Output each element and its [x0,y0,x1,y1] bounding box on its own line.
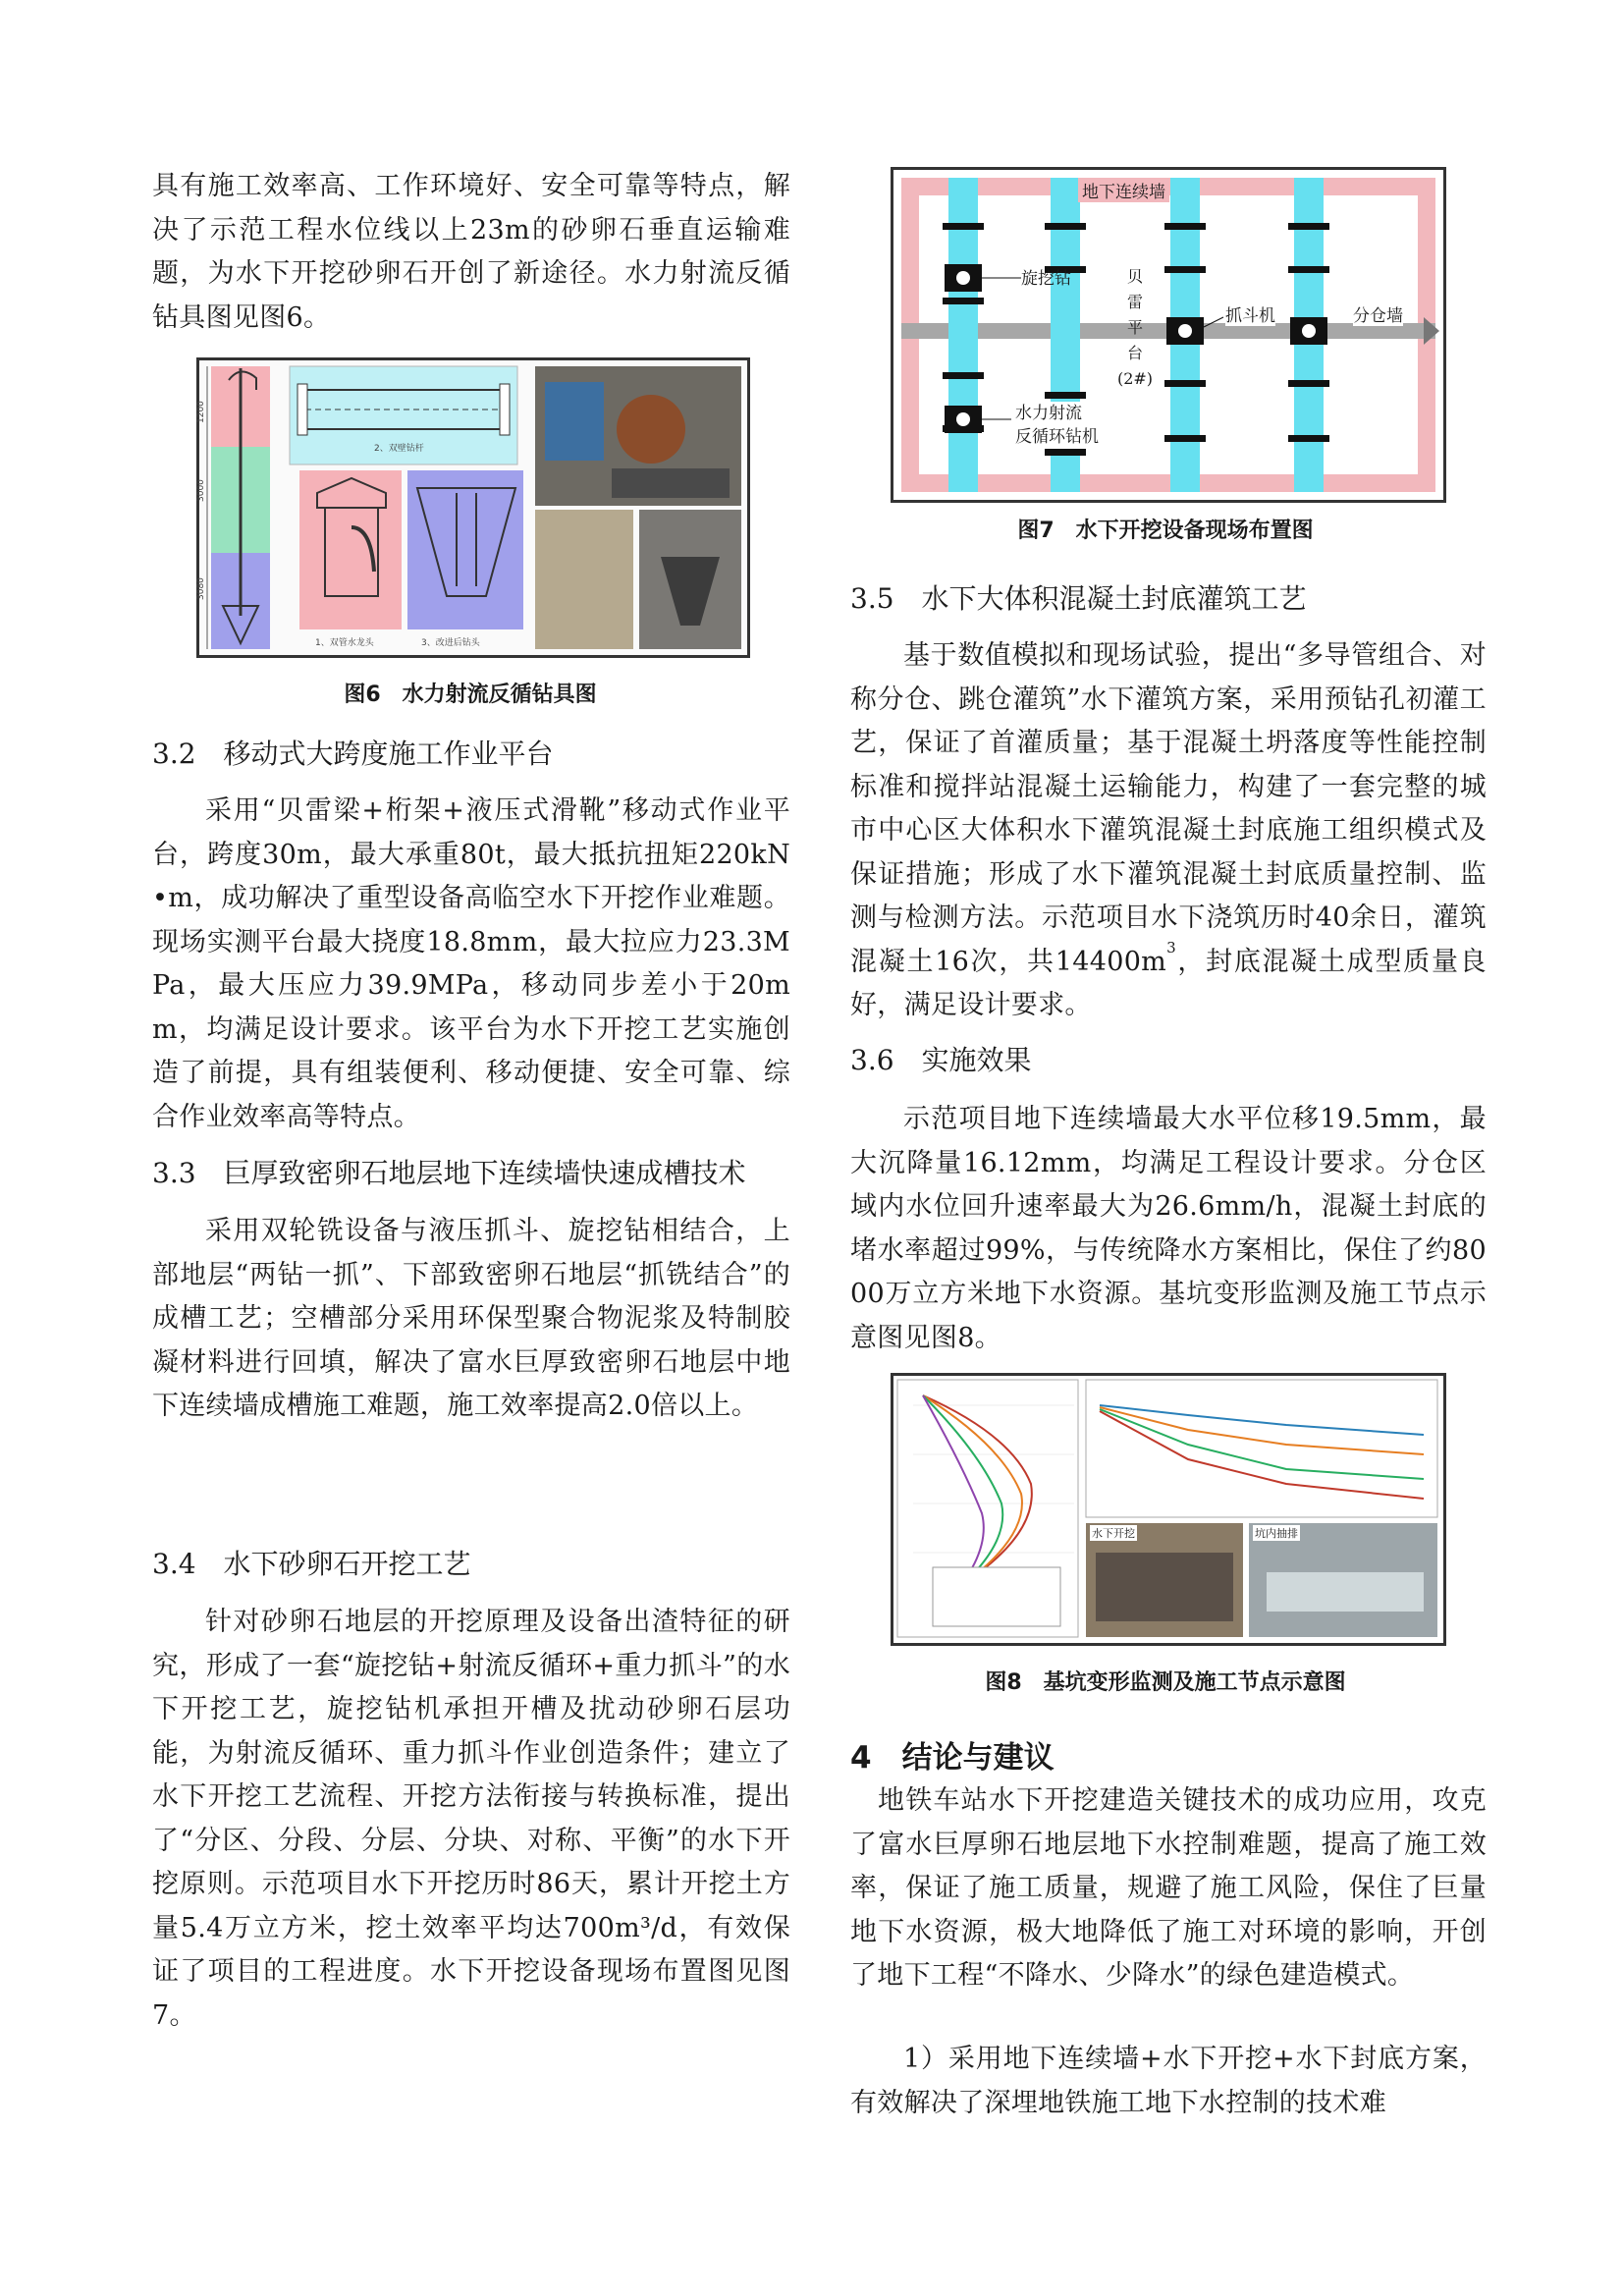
fig7-jet-label: 水力射流 反循环钻机 [1015,404,1099,447]
fig8-photo2-label: 坑内抽排 [1255,1527,1298,1540]
section-3-3-title: 3.3 巨厚致密卵石地层地下连续墙快速成槽技术 [152,1157,746,1189]
figure-8 [891,1373,1446,1646]
section-3-5-title: 3.5 水下大体积混凝土封底灌筑工艺 [850,582,1307,615]
figure-6-drawing [196,360,747,655]
fig7-grab-label: 抓斗机 [1225,301,1275,326]
svg-text:1200: 1200 [196,401,206,423]
fig7-bailey-label: 贝 雷 平 台 (2#) [1116,267,1154,388]
fig7-rotary-label: 旋挖钻 [1021,269,1071,289]
section-3-3-body: 采用双轮铣设备与液压抓斗、旋挖钻相结合，上部地层“两钻一抓”、下部致密卵石地层“抓铣结合”的成槽工艺；空槽部分采用环保型聚合物泥浆及特制胶凝材料进行回填，解决了富水巨厚致密卵石地层中地下连续墙成槽施工难题，施工效率提高2.0倍以上。 [152,1216,790,1421]
figure-8-drawing [893,1376,1443,1643]
section-3-2-title: 3.2 移动式大跨度施工作业平台 [152,738,554,770]
figure-7-caption: 图7 水下开挖设备现场布置图 [1017,519,1314,543]
section-4-body: 地铁车站水下开挖建造关键技术的成功应用，攻克了富水巨厚卵石地层地下水控制难题，提高了施工效率，保证了施工质量，规避了施工风险，保住了巨量地下水资源，极大地降低了施工对环境的影响，开创了地下工程“不降水、少降水”的绿色建造模式。 [850,1785,1487,1991]
figure-8-caption: 图8 基坑变形监测及施工节点示意图 [985,1670,1346,1695]
fig6-label-3: 3、改进后钻头 [421,638,480,648]
section-3-2-body: 采用“贝雷梁+桁架+液压式滑靴”移动式作业平台，跨度30m，最大承重80t，最大抵抗扭矩220kN•m，成功解决了重型设备高临空水下开挖作业难题。现场实测平台最大挠度18.8mm，最大拉应力23.3MPa，最大压应力39.9MPa，移动同步差小于20mm，均满足设计要求。该平台为水下开挖工艺实施创造了前提，具有组装便利、移动便捷、安全可靠、综合作业效率高等特点。 [152,795,790,1132]
figure-6 [196,357,750,658]
svg-text:3000: 3000 [196,479,206,502]
figure-6-caption: 图6 水力射流反循钻具图 [344,683,597,707]
fig7-partition-label: 分仓墙 [1353,301,1403,326]
figure-7-drawing [893,170,1443,500]
section-3-5-body: 基于数值模拟和现场试验，提出“多导管组合、对称分仓、跳仓灌筑”水下灌筑方案，采用预钻孔初灌工艺，保证了首灌质量；基于混凝土坍落度等性能控制标准和搅拌站混凝土运输能力，构建了一套完整的城市中心区大体积水下灌筑混凝土封底施工组织模式及保证措施；形成了水下灌筑混凝土封底质量控制、监测与检测方法。示范项目水下浇筑历时40余日，灌筑混凝土16次，共$14400m^3$，封底混凝土成型质量良好，满足设计要求。 [850,640,1487,1020]
section-4-title: 4 结论与建议 [850,1740,1055,1776]
fig6-label-2: 2、双壁钻杆 [374,444,424,454]
section-3-4-title: 3.4 水下砂卵石开挖工艺 [152,1548,471,1580]
fig8-photo1-label: 水下开挖 [1092,1527,1135,1540]
section-4-item-1: 1）采用地下连续墙+水下开挖+水下封底方案，有效解决了深埋地铁施工地下水控制的技术难 [850,2044,1487,2118]
section-3-6-title: 3.6 实施效果 [850,1044,1032,1076]
fig6-label-1: 1、双管水龙头 [315,638,374,648]
section-3-6-body: 示范项目地下连续墙最大水平位移19.5mm，最大沉降量16.12mm，均满足工程设计要求。分仓区域内水位回升速率最大为26.6mm/h，混凝土封底的堵水率超过99%，与传统降水方案相比，保住了约8000万立方米地下水资源。基坑变形监测及施工节点示意图见图8。 [850,1104,1487,1353]
figure-7 [891,167,1446,503]
fig7-wall-label: 地下连续墙 [1078,178,1169,202]
section-3-4-body: 针对砂卵石地层的开挖原理及设备出渣特征的研究，形成了一套“旋挖钻+射流反循环+重力抓斗”的水下开挖工艺，旋挖钻机承担开槽及扰动砂卵石层功能，为射流反循环、重力抓斗作业创造条件；建立了水下开挖工艺流程、开挖方法衔接与转换标准，提出了“分区、分段、分层、分块、对称、平衡”的水下开挖原则。示范项目水下开挖历时86天，累计开挖土方量5.4万立方米，挖土效率平均达700m³/d，有效保证了项目的工程进度。水下开挖设备现场布置图见图7。 [152,1607,790,2031]
svg-text:3080: 3080 [196,577,206,600]
intro-paragraph: 具有施工效率高、工作环境好、安全可靠等特点，解决了示范工程水位线以上23m的砂卵石垂直运输难题，为水下开挖砂卵石开创了新途径。水力射流反循钻具图见图6。 [152,171,790,333]
